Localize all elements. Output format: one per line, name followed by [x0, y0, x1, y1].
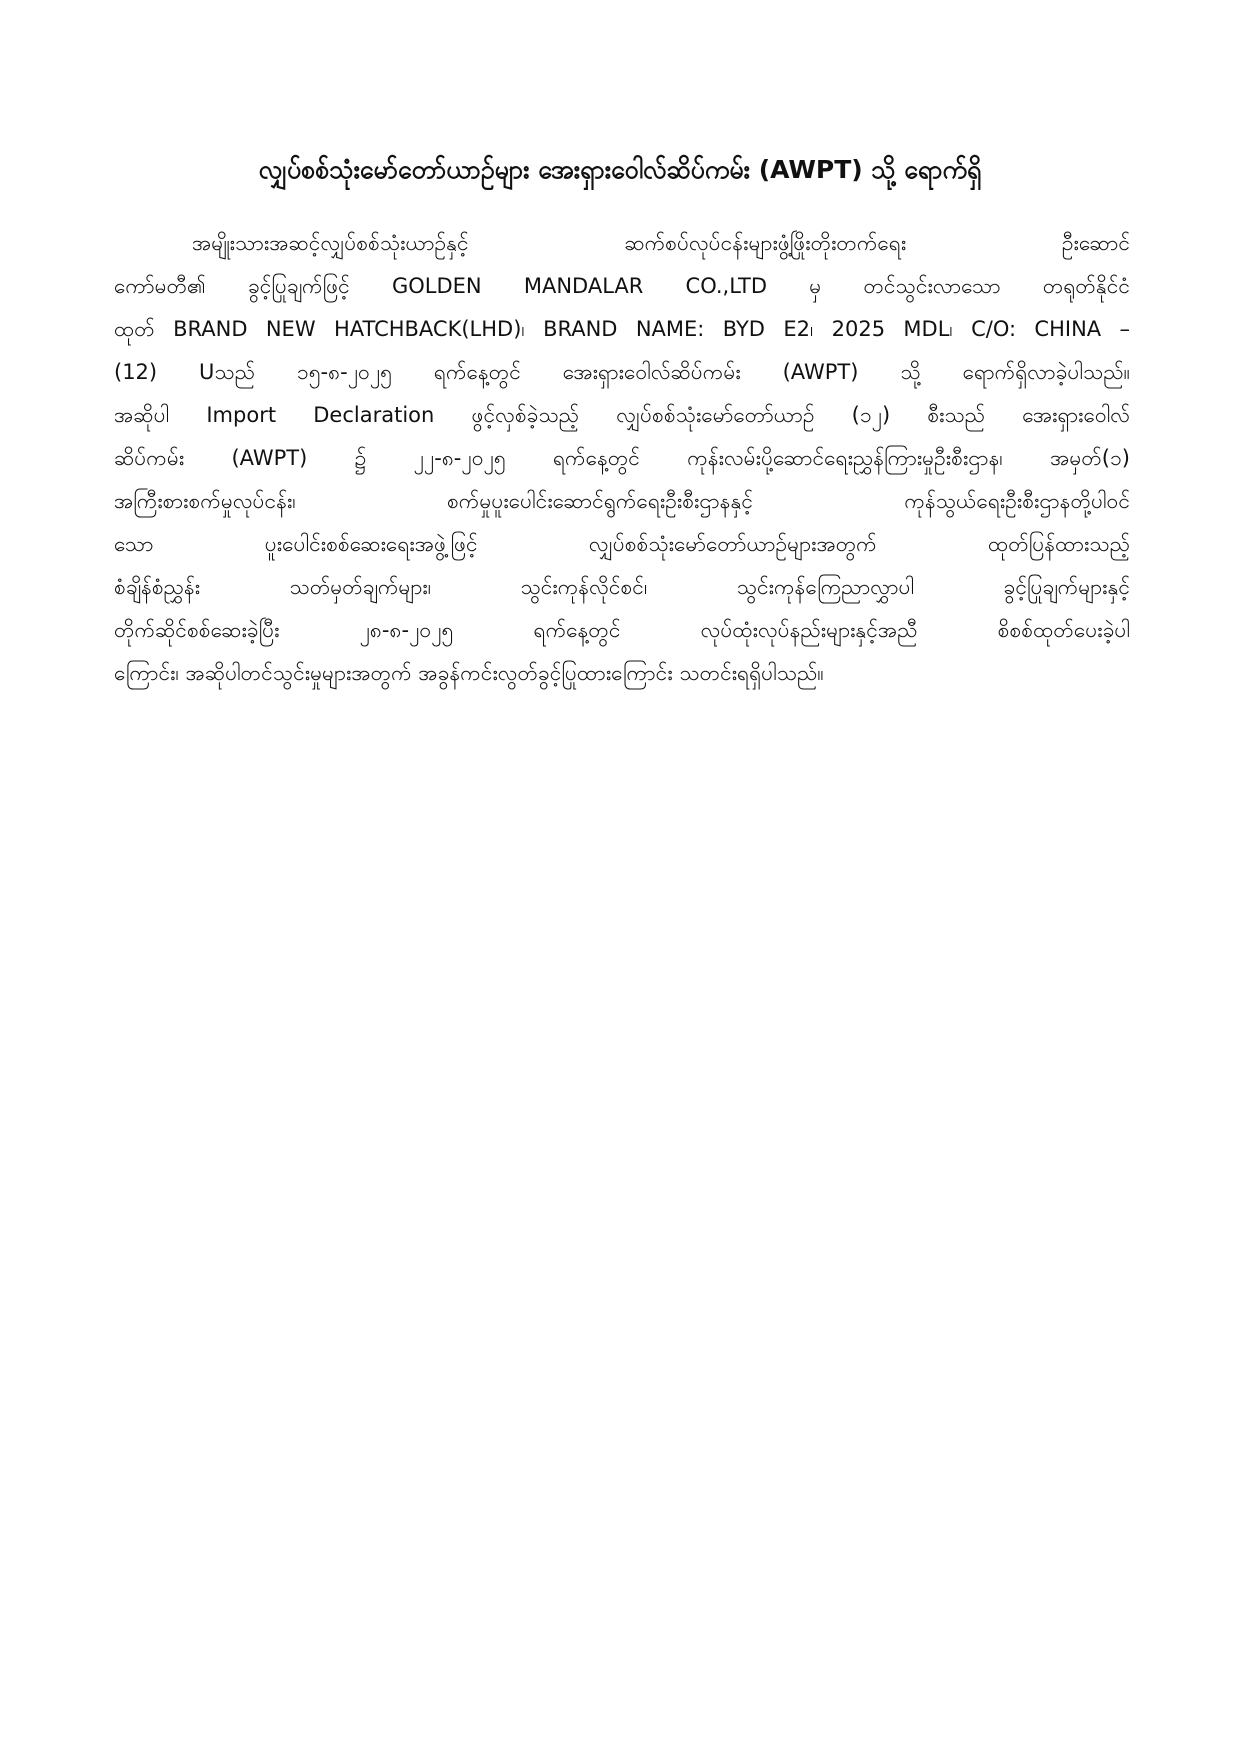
- document-title: လျှပ်စစ်သုံးမော်တော်ယာဉ်များ အေးရှားဝေါလ်ဆိပ်ကမ်း (AWPT) သို့ ရောက်ရှိ: [258, 155, 982, 184]
- paragraph-line: သော ပူးပေါင်းစစ်ဆေးရေးအဖွဲ့ဖြင့် လျှပ်စစ်သုံးမော်တော်ယာဉ်များအတွက် ထုတ်ပြန်ထားသည့်: [114, 532, 1130, 556]
- paragraph-line: တိုက်ဆိုင်စစ်ဆေးခဲ့ပြီး ၂၈-၈-၂၀၂၅ ရက်နေ့တွင် လုပ်ထုံးလုပ်နည်းများနှင့်အညီ စိစစ်ထုတ်ပေးခဲ့ပါ: [114, 618, 1130, 642]
- paragraph-line: ထုတ် BRAND NEW HATCHBACK(LHD)၊ BRAND NAME: BYD E2၊ 2025 MDL၊ C/O: CHINA –: [114, 317, 1130, 341]
- paragraph-line: အမျိုးသားအဆင့်လျှပ်စစ်သုံးယာဉ်နှင့် ဆက်စပ်လုပ်ငန်းများဖွံ့ဖြိုးတိုးတက်ရေး ဦးဆောင်: [192, 231, 1130, 255]
- paragraph-line: ဆိပ်ကမ်း (AWPT) ၌ ၂၂-၈-၂၀၂၅ ရက်နေ့တွင် ကုန်းလမ်းပို့ဆောင်ရေးညွှန်ကြားမှုဦးစီးဌာန၊ အမှတ်(၁): [114, 446, 1130, 470]
- paragraph-line: ကော်မတီ၏ ခွင့်ပြုချက်ဖြင့် GOLDEN MANDALAR CO.,LTD မှ တင်သွင်းလာသော တရုတ်နိုင်ငံ: [114, 274, 1130, 298]
- paragraph-line: အဆိုပါ Import Declaration ဖွင့်လှစ်ခဲ့သည့် လျှပ်စစ်သုံးမော်တော်ယာဉ် (၁၂) စီးသည် အေးရှားဝေါလ်: [114, 403, 1130, 427]
- paragraph-line: စံချိန်စံညွှန်း သတ်မှတ်ချက်များ၊ သွင်းကုန်လိုင်စင်၊ သွင်းကုန်ကြေညာလွှာပါ ခွင့်ပြုချက်များနှင့်: [114, 575, 1130, 599]
- document-body: [114, 222, 1130, 695]
- paragraph-line: အကြီးစားစက်မှုလုပ်ငန်း၊ စက်မှုပူးပေါင်းဆောင်ရွက်ရေးဦးစီးဌာနနှင့် ကုန်သွယ်ရေးဦးစီးဌာနတို့ပါဝင်: [114, 489, 1130, 513]
- paragraph-line: (12) Uသည် ၁၅-၈-၂၀၂၅ ရက်နေ့တွင် အေးရှားဝေါလ်ဆိပ်ကမ်း (AWPT) သို့ ရောက်ရှိလာခဲ့ပါသည်။: [114, 360, 1130, 384]
- paragraph-line: ကြောင်း၊ အဆိုပါတင်သွင်းမှုများအတွက် အခွန်ကင်းလွတ်ခွင့်ပြုထားကြောင်း သတင်းရရှိပါသည်။: [114, 661, 824, 685]
